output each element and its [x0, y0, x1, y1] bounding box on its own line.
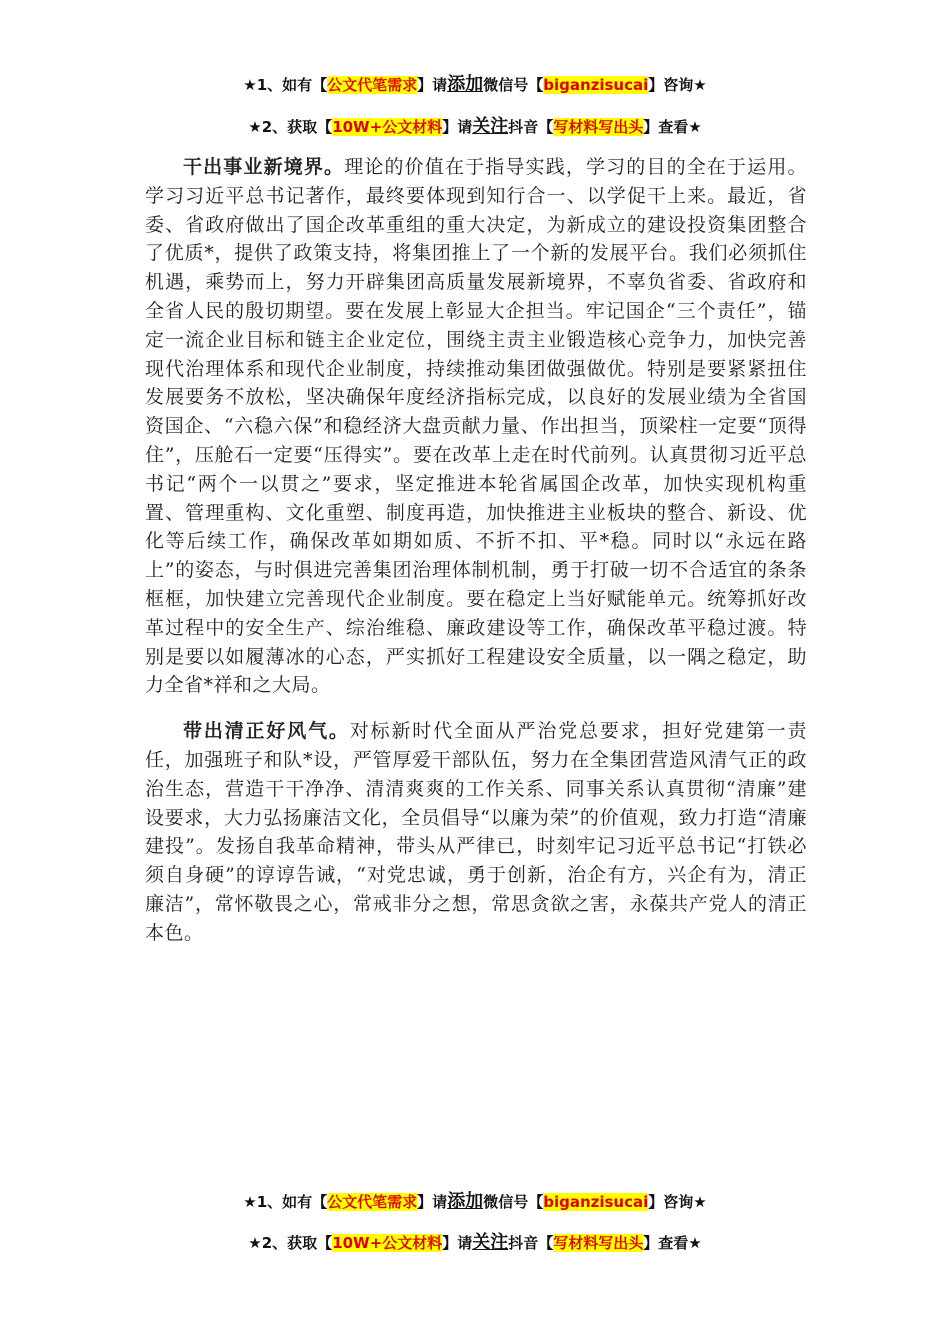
banner-emphasis: 关注 [472, 1232, 509, 1253]
banner-text: 】请 [442, 118, 473, 136]
banner-text: 1、如有【 [256, 76, 328, 94]
banner-text: 】咨询★ [648, 76, 707, 94]
footer-banner-line-2 [0, 1228, 950, 1254]
banner-highlight: 10W+公文材料 [332, 1234, 443, 1252]
paragraph-heading: 干出事业新境界。 [183, 156, 345, 178]
paragraph [145, 153, 807, 700]
paragraph-text: 理论的价值在于指导实践，学习的目的全在于运用。学习习近平总书记著作，最终要体现到知行合一、以学促干上来。最近，省委、省政府做出了国企改革重组的重大决定，为新成立的建设投资集团整合了优质*，提供了政策支持，将集团推上了一个新的发展平台。我们必须抓住机遇，乘势而上，努力开辟集团高质量发展新境界，不辜负省委、省政府和全省人民的殷切期望。要在发展上彰显大企担当。牢记国企“三个责任”，锚定一流企业目标和链主企业定位，围绕主责主业锻造核心竞争力，加快完善现代治理体系和现代企业制度，持续推动集团做强做优。特别是要紧紧扭住发展要务不放松，坚决确保年度经济指标完成，以良好的发展业绩为全省国资国企、“六稳六保”和稳经济大盘贡献力量、作出担当，顶梁柱一定要“顶得住”，压舱石一定要“压得实”。要在改革上走在时代前列。认真贯彻习近平总书记“两个一以贯之”要求，坚定推进本轮省属国企改革，加快实现机构重置、管理重构、文化重塑、制度再造，加快推进主业板块的整合、新设、优化等后续工作，确保改革如期如质、不折不扣、平*稳。同时以“永远在路上”的姿态，与时俱进完善集团治理体制机制，勇于打破一切不合适宜的条条框框，加快建立完善现代企业制度。要在稳定上当好赋能单元。统筹抓好改革过程中的安全生产、综治维稳、廉政建设等工作，确保改革平稳过渡。特别是要以如履薄冰的心态，严实抓好工程建设安全质量，以一隅之稳定，助力全省*祥和之大局。 [145, 156, 807, 697]
header-banner-line-1 [0, 70, 950, 96]
banner-text: 】咨询★ [648, 1193, 707, 1211]
star-icon: ★ [248, 1234, 262, 1252]
banner-text: 】查看★ [643, 1234, 702, 1252]
footer-banner-line-1 [0, 1187, 950, 1213]
banner-text: 2、获取【 [261, 1234, 333, 1252]
banner-highlight: biganzisucai [543, 76, 649, 94]
paragraph-heading: 带出清正好风气。 [183, 720, 350, 743]
banner-text: 抖音【 [508, 1234, 554, 1252]
banner-text: 】请 [417, 1193, 448, 1211]
document-body [145, 153, 807, 965]
banner-highlight: 公文代笔需求 [327, 76, 418, 94]
banner-highlight: 写材料写出头 [553, 1234, 644, 1252]
banner-text: 】请 [417, 76, 448, 94]
star-icon: ★ [243, 1193, 257, 1211]
banner-text: 抖音【 [508, 118, 554, 136]
paragraph [145, 717, 807, 947]
banner-highlight: 公文代笔需求 [327, 1193, 418, 1211]
banner-text: 微信号【 [483, 76, 544, 94]
star-icon: ★ [248, 118, 262, 136]
banner-text: 1、如有【 [256, 1193, 328, 1211]
banner-emphasis: 关注 [472, 116, 509, 137]
banner-text: 微信号【 [483, 1193, 544, 1211]
paragraph-text: 对标新时代全面从严治党总要求，担好党建第一责任，加强班子和队*设，严管厚爱干部队伍，努力在全集团营造风清气正的政治生态，营造干干净净、清清爽爽的工作关系、同事关系认真贯彻“清廉”建设要求，大力弘扬廉洁文化，全员倡导“以廉为荣”的价值观，致力打造“清廉建投”。发扬自我革命精神，带头从严律已，时刻牢记习近平总书记“打铁必须自身硬”的谆谆告诫，“对党忠诚，勇于创新，治企有方，兴企有为，清正廉洁”，常怀敬畏之心，常戒非分之想，常思贪欲之害，永葆共产党人的清正本色。 [145, 720, 807, 944]
banner-emphasis: 添加 [447, 74, 484, 95]
star-icon: ★ [243, 76, 257, 94]
banner-highlight: 10W+公文材料 [332, 118, 443, 136]
banner-highlight: 写材料写出头 [553, 118, 644, 136]
banner-text: 】查看★ [643, 118, 702, 136]
banner-text: 】请 [442, 1234, 473, 1252]
banner-text: 2、获取【 [261, 118, 333, 136]
banner-emphasis: 添加 [447, 1191, 484, 1212]
header-banner-line-2 [0, 112, 950, 138]
banner-highlight: biganzisucai [543, 1193, 649, 1211]
